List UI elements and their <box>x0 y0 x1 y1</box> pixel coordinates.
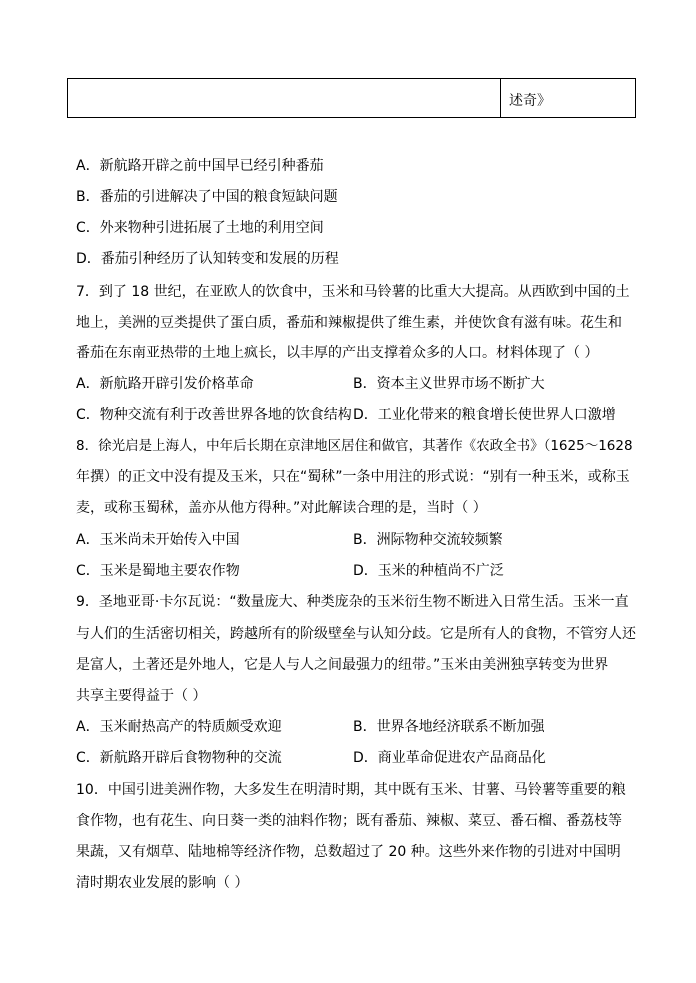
q6-option-d: D．番茄引种经历了认知转变和发展的历程 <box>76 251 339 267</box>
q7-stem-line-3: 番茄在东南亚热带的土地上疯长，以丰厚的产出支撑着众多的人口。材料体现了（ ） <box>76 345 599 361</box>
q9-option-c: C．新航路开辟后食物物种的交流 <box>76 750 282 766</box>
q8-stem-line-1: 8．徐光启是上海人，中年后长期在京津地区居住和做官，其著作《农政全书》（1625～1628 <box>76 438 633 454</box>
q9-stem-line-2: 与人们的生活密切相关，跨越所有的阶级壁垒与认知分歧。它是所有人的食物，不管穷人还 <box>76 626 636 642</box>
q8-option-a: A．玉米尚未开始传入中国 <box>76 532 240 548</box>
q8-stem-line-2: 年撰）的正文中没有提及玉米，只在“蜀秫”一条中用注的形式说：“别有一种玉米，或称玉 <box>76 469 630 485</box>
q8-option-b: B．洲际物种交流较频繁 <box>353 532 503 548</box>
q9-stem-line-3: 是富人，土著还是外地人，它是人与人之间最强力的纽带。”玉米由美洲独享转变为世界 <box>76 657 609 673</box>
q7-stem-line-2: 地上，美洲的豆类提供了蛋白质，番茄和辣椒提供了维生素，并使饮食有滋有味。花生和 <box>76 315 622 331</box>
q10-stem-line-3: 果蔬，又有烟草、陆地棉等经济作物，总数超过了 20 种。这些外来作物的引进对中国明 <box>76 844 621 860</box>
q9-stem-line-4: 共享主要得益于（ ） <box>76 688 207 704</box>
q7-stem-line-1: 7．到了 18 世纪，在亚欧人的饮食中，玉米和马铃薯的比重大大提高。从西欧到中国的土 <box>76 284 630 300</box>
q7-option-b: B．资本主义世界市场不断扩大 <box>353 376 545 392</box>
q9-option-b: B．世界各地经济联系不断加强 <box>353 719 545 735</box>
q7-option-a: A．新航路开辟引发价格革命 <box>76 376 254 392</box>
q8-option-d: D．玉米的种植尚不广泛 <box>353 563 504 579</box>
q8-stem-line-3: 麦，或称玉蜀秫，盖亦从他方得种。”对此解读合理的是，当时（ ） <box>76 500 487 516</box>
q6-option-c: C．外来物种引进拓展了土地的利用空间 <box>76 220 324 236</box>
q7-option-c: C．物种交流有利于改善世界各地的饮食结构 <box>76 407 352 423</box>
table-cell-empty <box>68 79 501 117</box>
q9-option-d: D．商业革命促进农产品商品化 <box>353 750 546 766</box>
q9-option-a: A．玉米耐热高产的特质颇受欢迎 <box>76 719 282 735</box>
q10-stem-line-1: 10．中国引进美洲作物，大多发生在明清时期，其中既有玉米、甘薯、马铃薯等重要的粮 <box>76 782 626 798</box>
q6-option-a: A．新航路开辟之前中国早已经引种番茄 <box>76 158 324 174</box>
header-table <box>67 78 636 118</box>
q7-option-d: D．工业化带来的粮食增长使世界人口激增 <box>353 407 616 423</box>
q6-option-b: B．番茄的引进解决了中国的粮食短缺问题 <box>76 189 338 205</box>
q8-option-c: C．玉米是蜀地主要农作物 <box>76 563 240 579</box>
table-cell-text: 述奇》 <box>509 93 551 109</box>
q10-stem-line-4: 清时期农业发展的影响（ ） <box>76 875 249 891</box>
q9-stem-line-1: 9．圣地亚哥·卡尔瓦说：“数量庞大、种类庞杂的玉米衍生物不断进入日常生活。玉米一直 <box>76 594 629 610</box>
q10-stem-line-2: 食作物，也有花生、向日葵一类的油料作物；既有番茄、辣椒、菜豆、番石榴、番荔枝等 <box>76 813 622 829</box>
